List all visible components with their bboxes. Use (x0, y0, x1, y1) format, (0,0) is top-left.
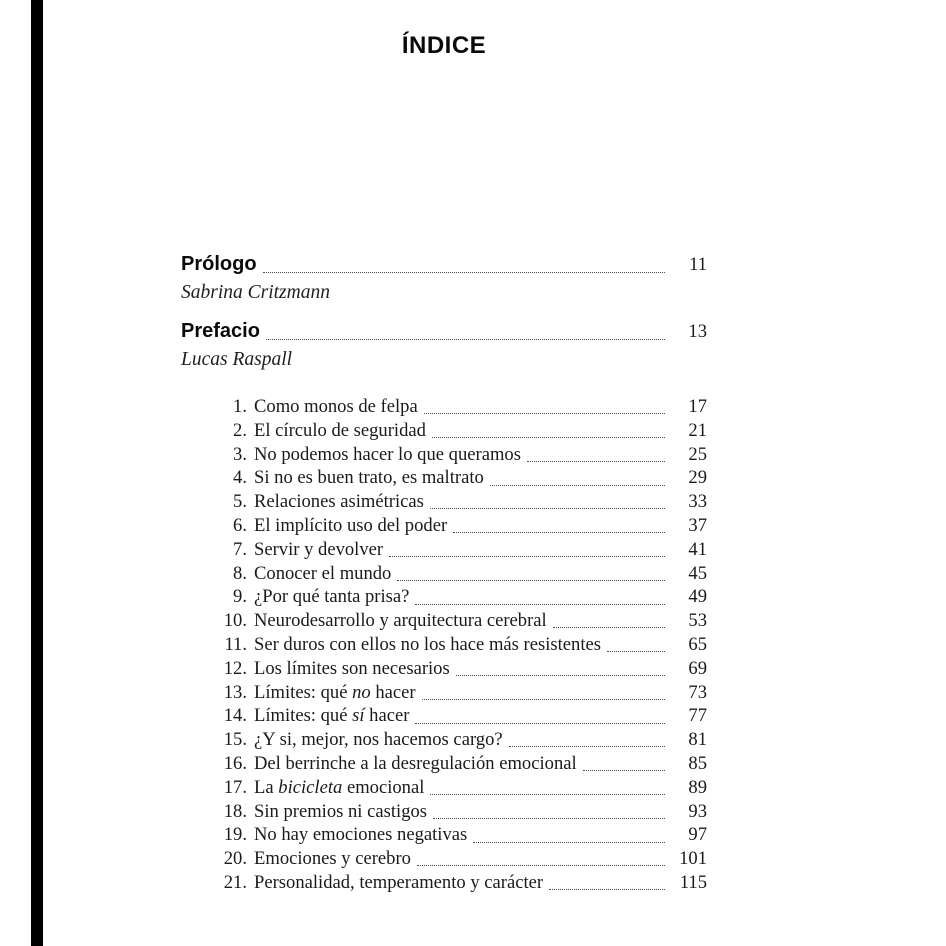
chapter-title (247, 609, 547, 633)
dotted-leader (266, 339, 665, 340)
dotted-leader (263, 272, 665, 273)
chapter-title-segment: ¿Por qué tanta prisa? (254, 586, 410, 608)
dotted-leader (415, 723, 665, 724)
chapter-title-segment: Conocer el mundo (254, 562, 392, 584)
chapter-title (247, 681, 416, 705)
chapter-title-segment: Neurodesarrollo y arquitectura cerebral (254, 610, 547, 632)
chapter-title-segment: Del berrinche a la desregulación emocional (254, 752, 577, 774)
toc-chapter-row (181, 800, 707, 824)
dotted-leader (430, 508, 665, 509)
toc-entry-row (181, 252, 707, 277)
chapter-title-italic-segment: bicicleta (278, 776, 343, 798)
chapter-title (247, 823, 467, 847)
chapter-number: 16. (223, 752, 247, 774)
toc-chapter-row (181, 704, 707, 728)
chapter-number: 18. (223, 800, 247, 822)
chapter-title (247, 395, 418, 419)
chapter-number: 15. (223, 729, 247, 751)
chapter-page: 101 (679, 848, 707, 870)
chapter-title (247, 562, 391, 586)
chapter-title-segment: Como monos de felpa (254, 396, 418, 417)
chapter-number: 4. (233, 467, 247, 489)
chapter-page: 53 (688, 610, 707, 632)
chapter-title-segment: El implícito uso del poder (254, 514, 448, 536)
chapter-page: 33 (688, 491, 707, 513)
chapter-page: 65 (688, 633, 707, 655)
toc-chapter-row (181, 419, 707, 443)
chapter-title-segment: Sin premios ni castigos (254, 800, 428, 822)
toc-entry-author: Sabrina Critzmann (181, 282, 330, 303)
dotted-leader (433, 818, 665, 819)
chapter-title-segment: Relaciones asimétricas (254, 491, 424, 513)
front-matter-list (181, 252, 707, 372)
chapter-page: 81 (688, 729, 707, 751)
chapter-page: 25 (688, 443, 707, 465)
chapter-title-segment: El círculo de seguridad (254, 419, 426, 441)
chapter-title-italic-segment: sí (352, 705, 365, 727)
dotted-leader (583, 770, 665, 771)
toc-chapter-row (181, 395, 707, 419)
toc-entry-row (181, 319, 707, 344)
chapter-title-segment: hacer (364, 705, 410, 727)
dotted-leader (389, 556, 665, 557)
chapter-page: 49 (688, 586, 707, 608)
chapter-page: 115 (679, 871, 707, 893)
dotted-leader (456, 675, 665, 676)
chapter-title-segment: No hay emociones negativas (254, 824, 468, 846)
chapter-number: 2. (233, 419, 247, 441)
chapter-title-segment: Los límites son necesarios (254, 657, 450, 679)
toc-chapter-row (181, 466, 707, 490)
chapter-title-segment: Límites: qué (254, 681, 353, 703)
toc-chapter-row (181, 562, 707, 586)
chapter-page: 77 (688, 705, 707, 727)
chapter-title-segment: Servir y devolver (254, 538, 384, 560)
chapter-title (247, 657, 450, 681)
chapter-number: 8. (233, 562, 247, 584)
chapter-title (247, 585, 409, 609)
chapter-page: 41 (688, 538, 707, 560)
chapter-title (247, 728, 503, 752)
toc-chapter-row (181, 847, 707, 871)
toc-entry-page: 11 (689, 254, 707, 275)
dotted-leader (607, 651, 665, 652)
toc-front-item (181, 252, 707, 305)
toc-chapter-row (181, 776, 707, 800)
chapter-title (247, 443, 521, 467)
chapter-number: 17. (223, 776, 247, 798)
chapter-title-segment: La (254, 776, 279, 798)
chapter-title-segment: Ser duros con ellos no los hace más resistentes (254, 633, 602, 655)
chapter-title-segment: Emociones y cerebro (254, 848, 411, 870)
dotted-leader (453, 532, 665, 533)
toc-entry-label: Prólogo (181, 253, 257, 275)
chapter-number: 3. (233, 443, 247, 465)
chapter-number: 1. (233, 396, 247, 417)
chapter-number: 13. (223, 681, 247, 703)
chapter-title (247, 633, 601, 657)
chapter-title-italic-segment: no (352, 681, 371, 703)
toc-chapter-row (181, 752, 707, 776)
toc-chapter-row (181, 490, 707, 514)
chapter-page: 69 (688, 657, 707, 679)
dotted-leader (549, 889, 665, 890)
chapter-number: 11. (224, 633, 247, 655)
toc-chapter-row (181, 657, 707, 681)
page-title: ÍNDICE (401, 32, 487, 59)
chapter-number: 20. (223, 848, 247, 870)
chapter-number: 10. (223, 610, 247, 632)
chapter-page: 97 (688, 824, 707, 846)
chapter-title-segment: hacer (370, 681, 416, 703)
dotted-leader (509, 746, 665, 747)
dotted-leader (432, 437, 665, 438)
chapter-title (247, 419, 426, 443)
toc-front-item (181, 319, 707, 372)
chapter-title-segment: Si no es buen trato, es maltrato (254, 467, 484, 489)
toc-chapter-row (181, 823, 707, 847)
toc-chapter-row (181, 871, 707, 895)
toc-chapter-row (181, 633, 707, 657)
chapter-title (247, 752, 577, 776)
chapter-number: 6. (233, 514, 247, 536)
left-edge-bar (31, 0, 43, 946)
chapter-number: 12. (223, 657, 247, 679)
chapter-title (247, 538, 383, 562)
dotted-leader (415, 604, 665, 605)
dotted-leader (424, 413, 665, 414)
chapter-number: 19. (223, 824, 247, 846)
toc-entry-page: 13 (688, 321, 707, 342)
chapter-page: 37 (688, 514, 707, 536)
dotted-leader (553, 627, 665, 628)
chapter-title-segment: emocional (342, 776, 425, 798)
chapter-list (181, 395, 707, 895)
dotted-leader (527, 461, 665, 462)
chapter-page: 85 (688, 752, 707, 774)
dotted-leader (417, 865, 665, 866)
toc-chapter-row (181, 609, 707, 633)
dotted-leader (473, 842, 665, 843)
toc-chapter-row (181, 585, 707, 609)
dotted-leader (430, 794, 665, 795)
toc-chapter-row (181, 681, 707, 705)
chapter-title (247, 514, 447, 538)
chapter-page: 89 (688, 776, 707, 798)
chapter-title (247, 847, 411, 871)
chapter-number: 9. (233, 586, 247, 608)
chapter-page: 21 (688, 419, 707, 441)
chapter-title (247, 490, 424, 514)
toc-chapter-row (181, 538, 707, 562)
chapter-title-segment: Límites: qué (254, 705, 353, 727)
chapter-title (247, 466, 484, 490)
toc-chapter-row (181, 728, 707, 752)
chapter-title (247, 776, 424, 800)
chapter-number: 5. (233, 491, 247, 513)
chapter-page: 17 (688, 396, 707, 417)
chapter-title (247, 704, 409, 728)
chapter-page: 73 (688, 681, 707, 703)
chapter-number: 21. (223, 871, 247, 893)
chapter-title-segment: Personalidad, temperamento y carácter (254, 871, 544, 893)
chapter-title-segment: No podemos hacer lo que queramos (254, 443, 521, 465)
chapter-page: 45 (688, 562, 707, 584)
chapter-title (247, 871, 543, 895)
chapter-number: 14. (223, 705, 247, 727)
chapter-page: 29 (688, 467, 707, 489)
toc-chapter-row (181, 514, 707, 538)
chapter-title-segment: ¿Y si, mejor, nos hacemos cargo? (254, 729, 503, 751)
dotted-leader (422, 699, 665, 700)
toc-chapter-row (181, 443, 707, 467)
chapter-title (247, 800, 427, 824)
chapter-number: 7. (233, 538, 247, 560)
toc-entry-author: Lucas Raspall (181, 349, 293, 370)
dotted-leader (490, 485, 665, 486)
chapter-page: 93 (688, 800, 707, 822)
dotted-leader (397, 580, 665, 581)
toc-entry-label: Prefacio (181, 320, 260, 342)
